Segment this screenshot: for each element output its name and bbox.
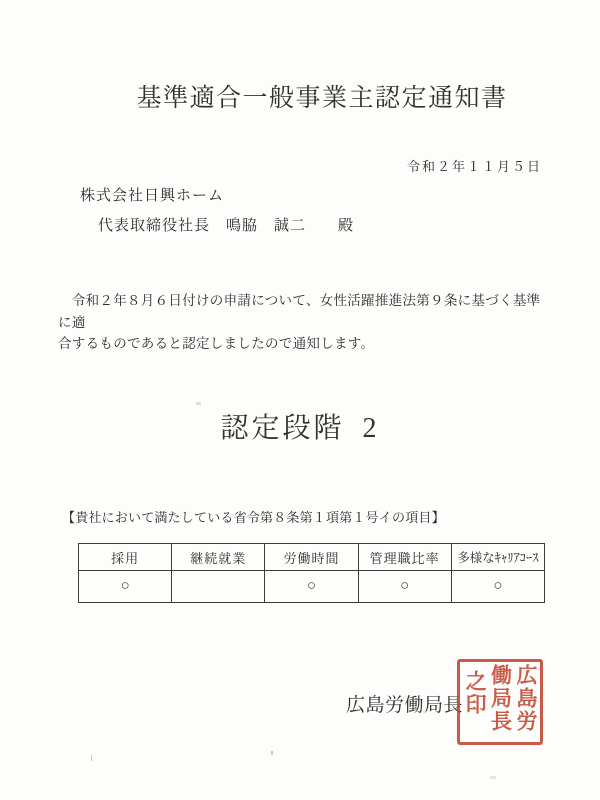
official-seal-stamp <box>457 659 543 745</box>
body-line-2: 合するものであると認定しましたので通知します。 <box>58 336 375 351</box>
criteria-header-row <box>79 544 545 571</box>
criteria-header-working-hours: 労働時間 <box>265 544 358 571</box>
criteria-cell-manager-ratio: ○ <box>358 571 451 603</box>
seal-column-1: 広島労 <box>514 664 538 733</box>
criteria-header-manager-ratio: 管理職比率 <box>358 544 451 571</box>
certification-stage <box>0 406 600 446</box>
scan-speck <box>196 402 201 405</box>
recipient-company: 株式会社日興ホーム <box>80 188 225 204</box>
criteria-cell-working-hours: ○ <box>265 571 358 603</box>
certification-stage-level: 2 <box>362 413 380 444</box>
criteria-header-diverse-careers: 多様なｷｬﾘｱｺｰｽ <box>451 544 544 571</box>
seal-column-3: 之印 <box>463 670 488 716</box>
body-line-1: 令和２年８月６日付けの申請について、女性活躍推進法第９条に基づく基準に適 <box>58 293 541 330</box>
document-title: 基準適合一般事業主認定通知書 <box>136 85 508 112</box>
recipient-person: 代表取締役社長 鳴脇 誠二 殿 <box>98 218 355 234</box>
criteria-header-continued-employment: 継続就業 <box>172 544 265 571</box>
issuer-name: 広島労働局長 <box>346 695 464 716</box>
issue-date: 令和２年１１月５日 <box>406 159 542 174</box>
seal-column-2: 働局長 <box>488 664 513 733</box>
criteria-table <box>78 543 545 603</box>
criteria-cell-continued-employment <box>172 571 265 603</box>
certification-stage-label: 認定段階 <box>220 413 345 444</box>
criteria-value-row <box>79 571 545 603</box>
scan-speck <box>490 776 496 779</box>
criteria-cell-diverse-careers: ○ <box>451 571 544 603</box>
criteria-cell-recruitment: ○ <box>79 571 172 603</box>
body-paragraph <box>58 290 554 355</box>
scan-speck <box>271 751 273 755</box>
scan-speck <box>91 755 92 761</box>
criteria-header-recruitment: 採用 <box>79 544 172 571</box>
criteria-heading: 【貴社において満たしている省令第８条第１項第１号イの項目】 <box>62 510 445 525</box>
